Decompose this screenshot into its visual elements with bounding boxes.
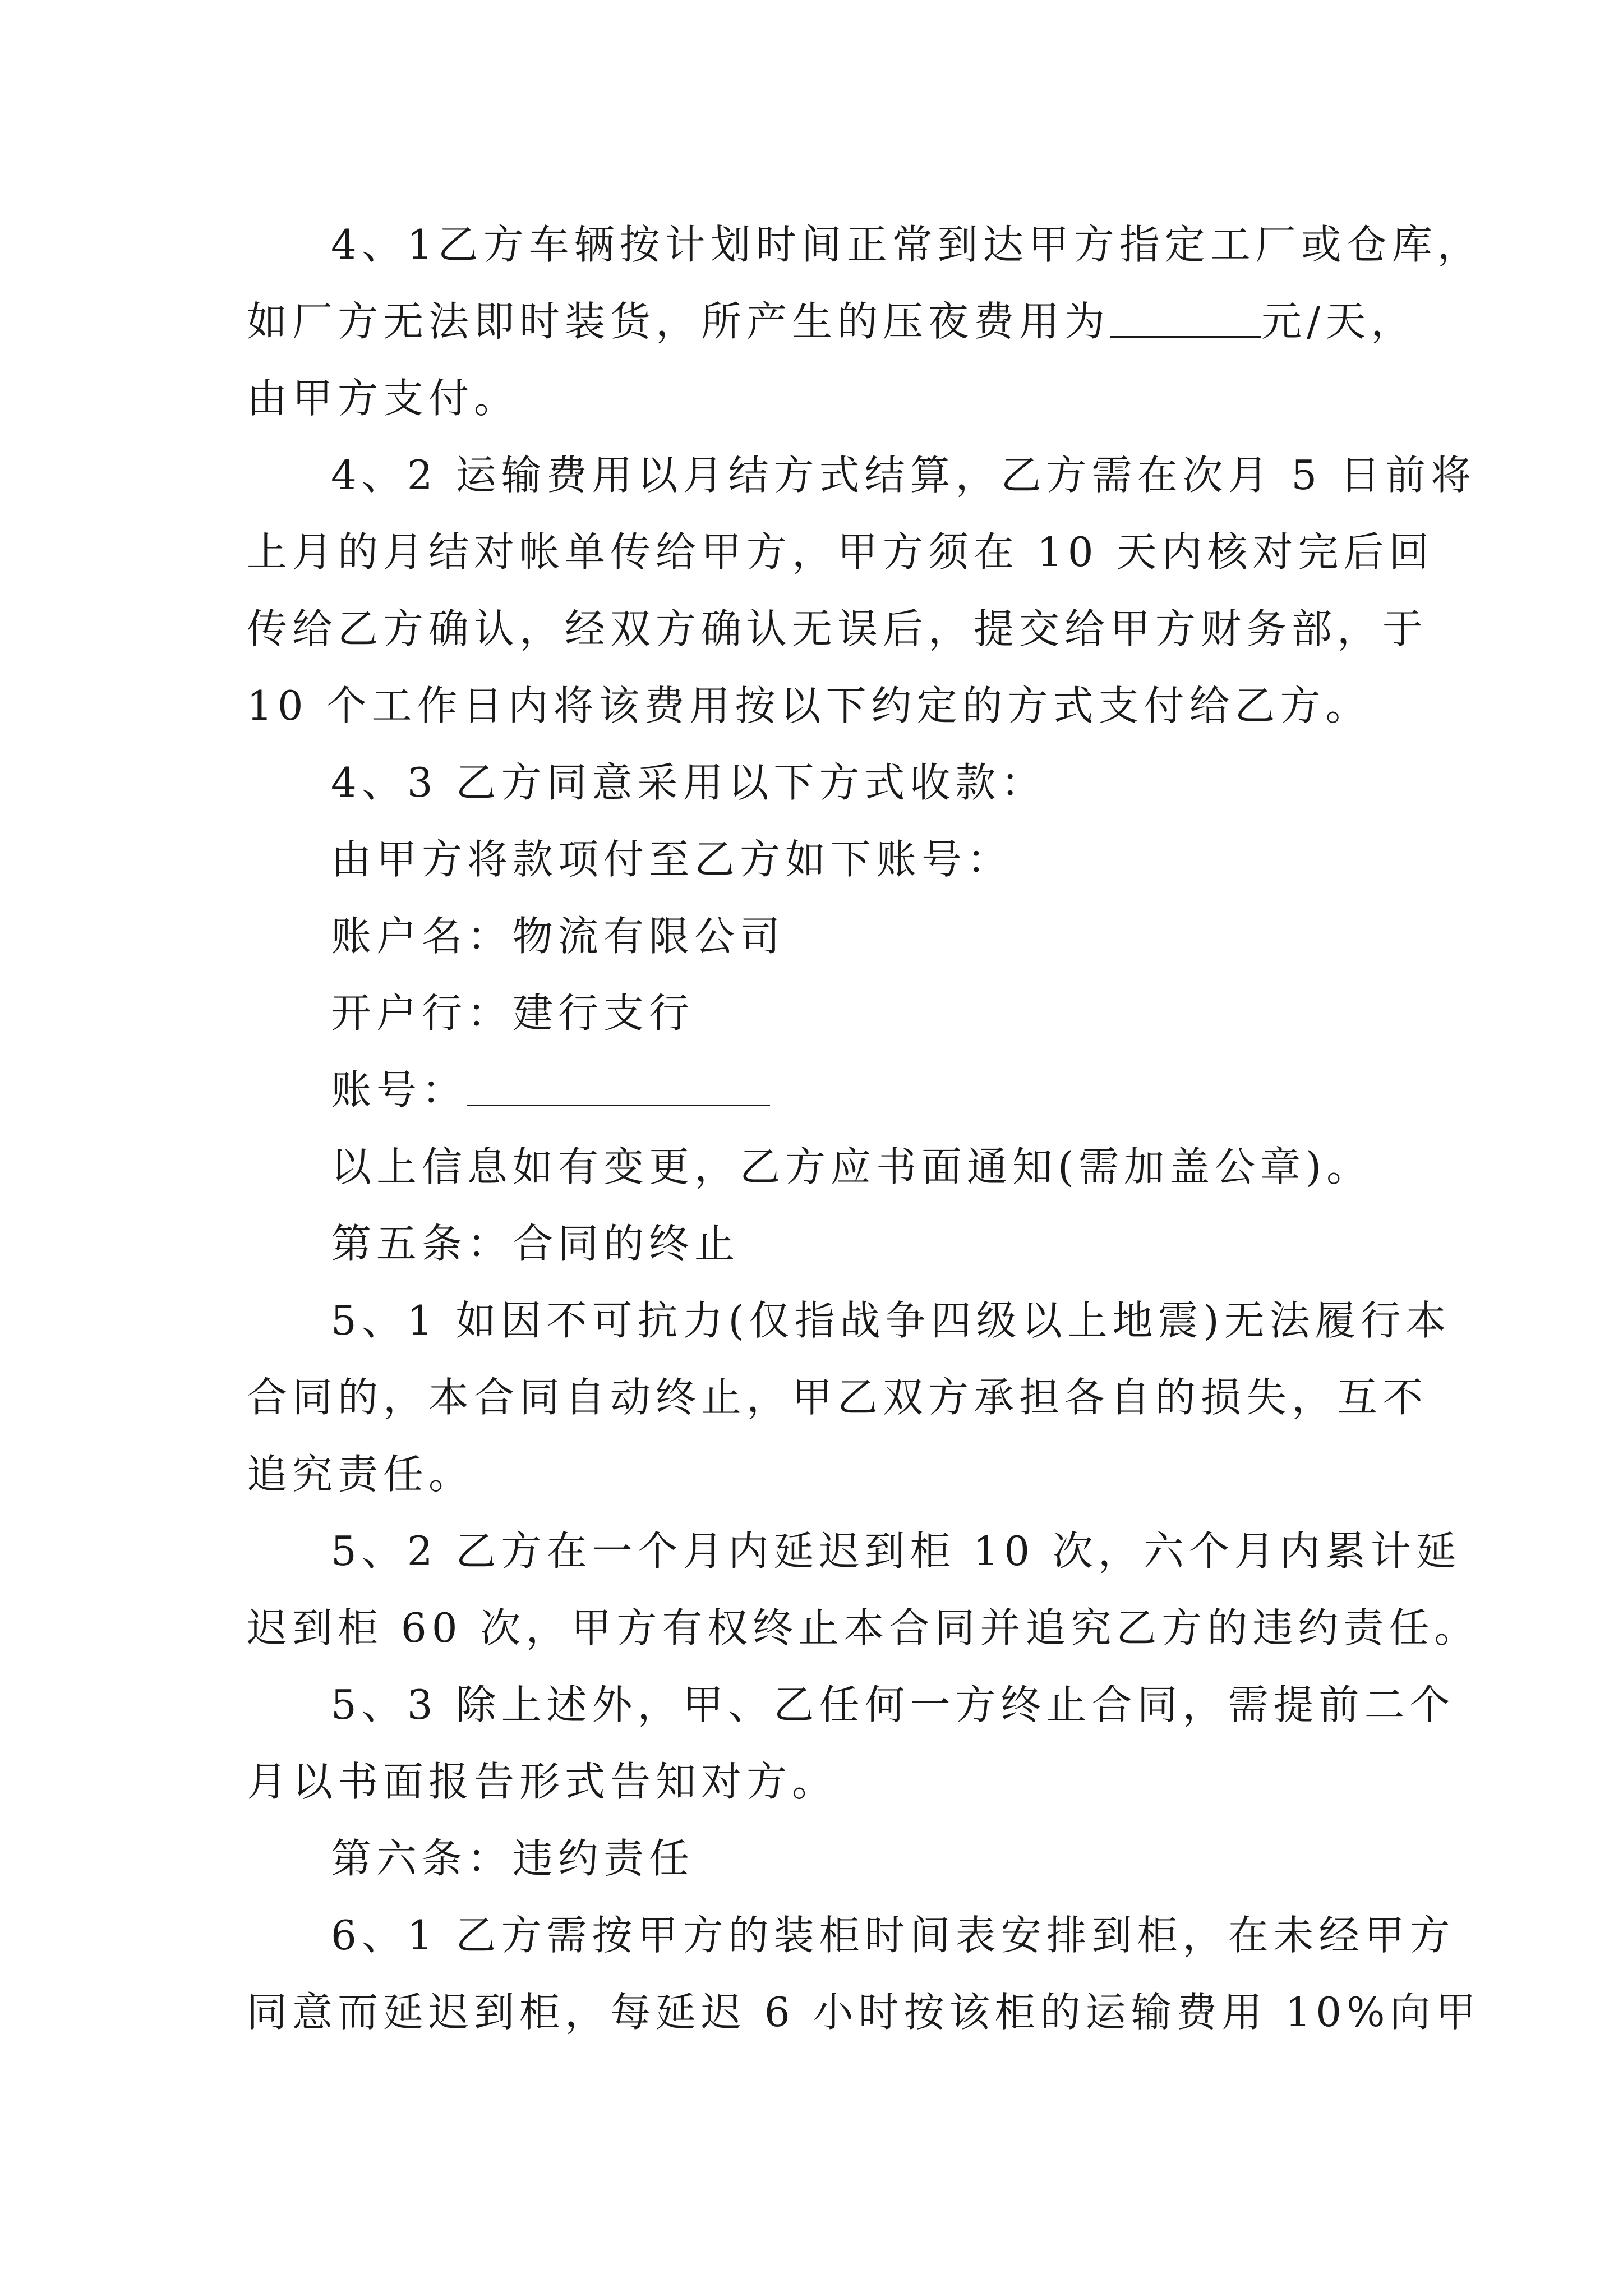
- paragraph-line: 月以书面报告形式告知对方。: [247, 1758, 838, 1805]
- paragraph-line: 5、1 如因不可抗力(仅指战争四级以上地震)无法履行本: [331, 1297, 1451, 1344]
- paragraph-line: 同意而延迟到柜，每延迟 6 小时按该柜的运输费用 10%向甲: [247, 1989, 1481, 2036]
- account-number-blank-field: [467, 1065, 770, 1106]
- document-body: [247, 206, 1483, 2051]
- paragraph-line: 5、3 除上述外，甲、乙任何一方终止合同，需提前二个: [331, 1681, 1455, 1728]
- paragraph-line: 由甲方支付。: [247, 375, 520, 422]
- account-name-line: 账户名：物流有限公司: [331, 913, 786, 960]
- section-heading-5: 第五条：合同的终止: [331, 1220, 740, 1267]
- paragraph-line: 上月的月结对帐单传给甲方，甲方须在 10 天内核对完后回: [247, 528, 1435, 576]
- section-heading-6: 第六条：违约责任: [331, 1835, 695, 1882]
- paragraph-line: 迟到柜 60 次，甲方有权终止本合同并追究乙方的违约责任。: [247, 1604, 1480, 1651]
- account-number-line: [247, 1052, 1447, 1129]
- paragraph-line: 传给乙方确认，经双方确认无误后，提交给甲方财务部，于: [247, 605, 1428, 652]
- paragraph-line: 4、1乙方车辆按计划时间正常到达甲方指定工厂或仓库，: [331, 221, 1483, 268]
- paragraph-line: 合同的，本合同自动终止，甲乙双方承担各自的损失，互不: [247, 1374, 1428, 1421]
- paragraph-line: 追究责任。: [247, 1451, 474, 1498]
- line-text-before-blank: 如厂方无法即时装货，所产生的压夜费用为: [247, 298, 1110, 345]
- paragraph-line: 4、3 乙方同意采用以下方式收款：: [331, 759, 1046, 806]
- paragraph-line: 由甲方将款项付至乙方如下账号：: [331, 836, 1013, 883]
- paragraph-line: 4、2 运输费用以月结方式结算，乙方需在次月 5 日前将: [331, 452, 1477, 499]
- paragraph-line: 以上信息如有变更，乙方应书面通知(需加盖公章)。: [331, 1143, 1372, 1190]
- bank-line: 开户行：建行支行: [331, 990, 695, 1037]
- fee-blank-field: [1110, 297, 1261, 338]
- paragraph-line-with-blank: [247, 283, 1447, 360]
- account-number-label: 账号：: [331, 1066, 468, 1114]
- paragraph-line: 10 个工作日内将该费用按以下约定的方式支付给乙方。: [247, 682, 1371, 729]
- paragraph-line: 6、1 乙方需按甲方的装柜时间表安排到柜，在未经甲方: [331, 1912, 1455, 1959]
- paragraph-line: 5、2 乙方在一个月内延迟到柜 10 次，六个月内累计延: [331, 1527, 1461, 1575]
- line-text-after-blank: 元/天，: [1261, 298, 1417, 345]
